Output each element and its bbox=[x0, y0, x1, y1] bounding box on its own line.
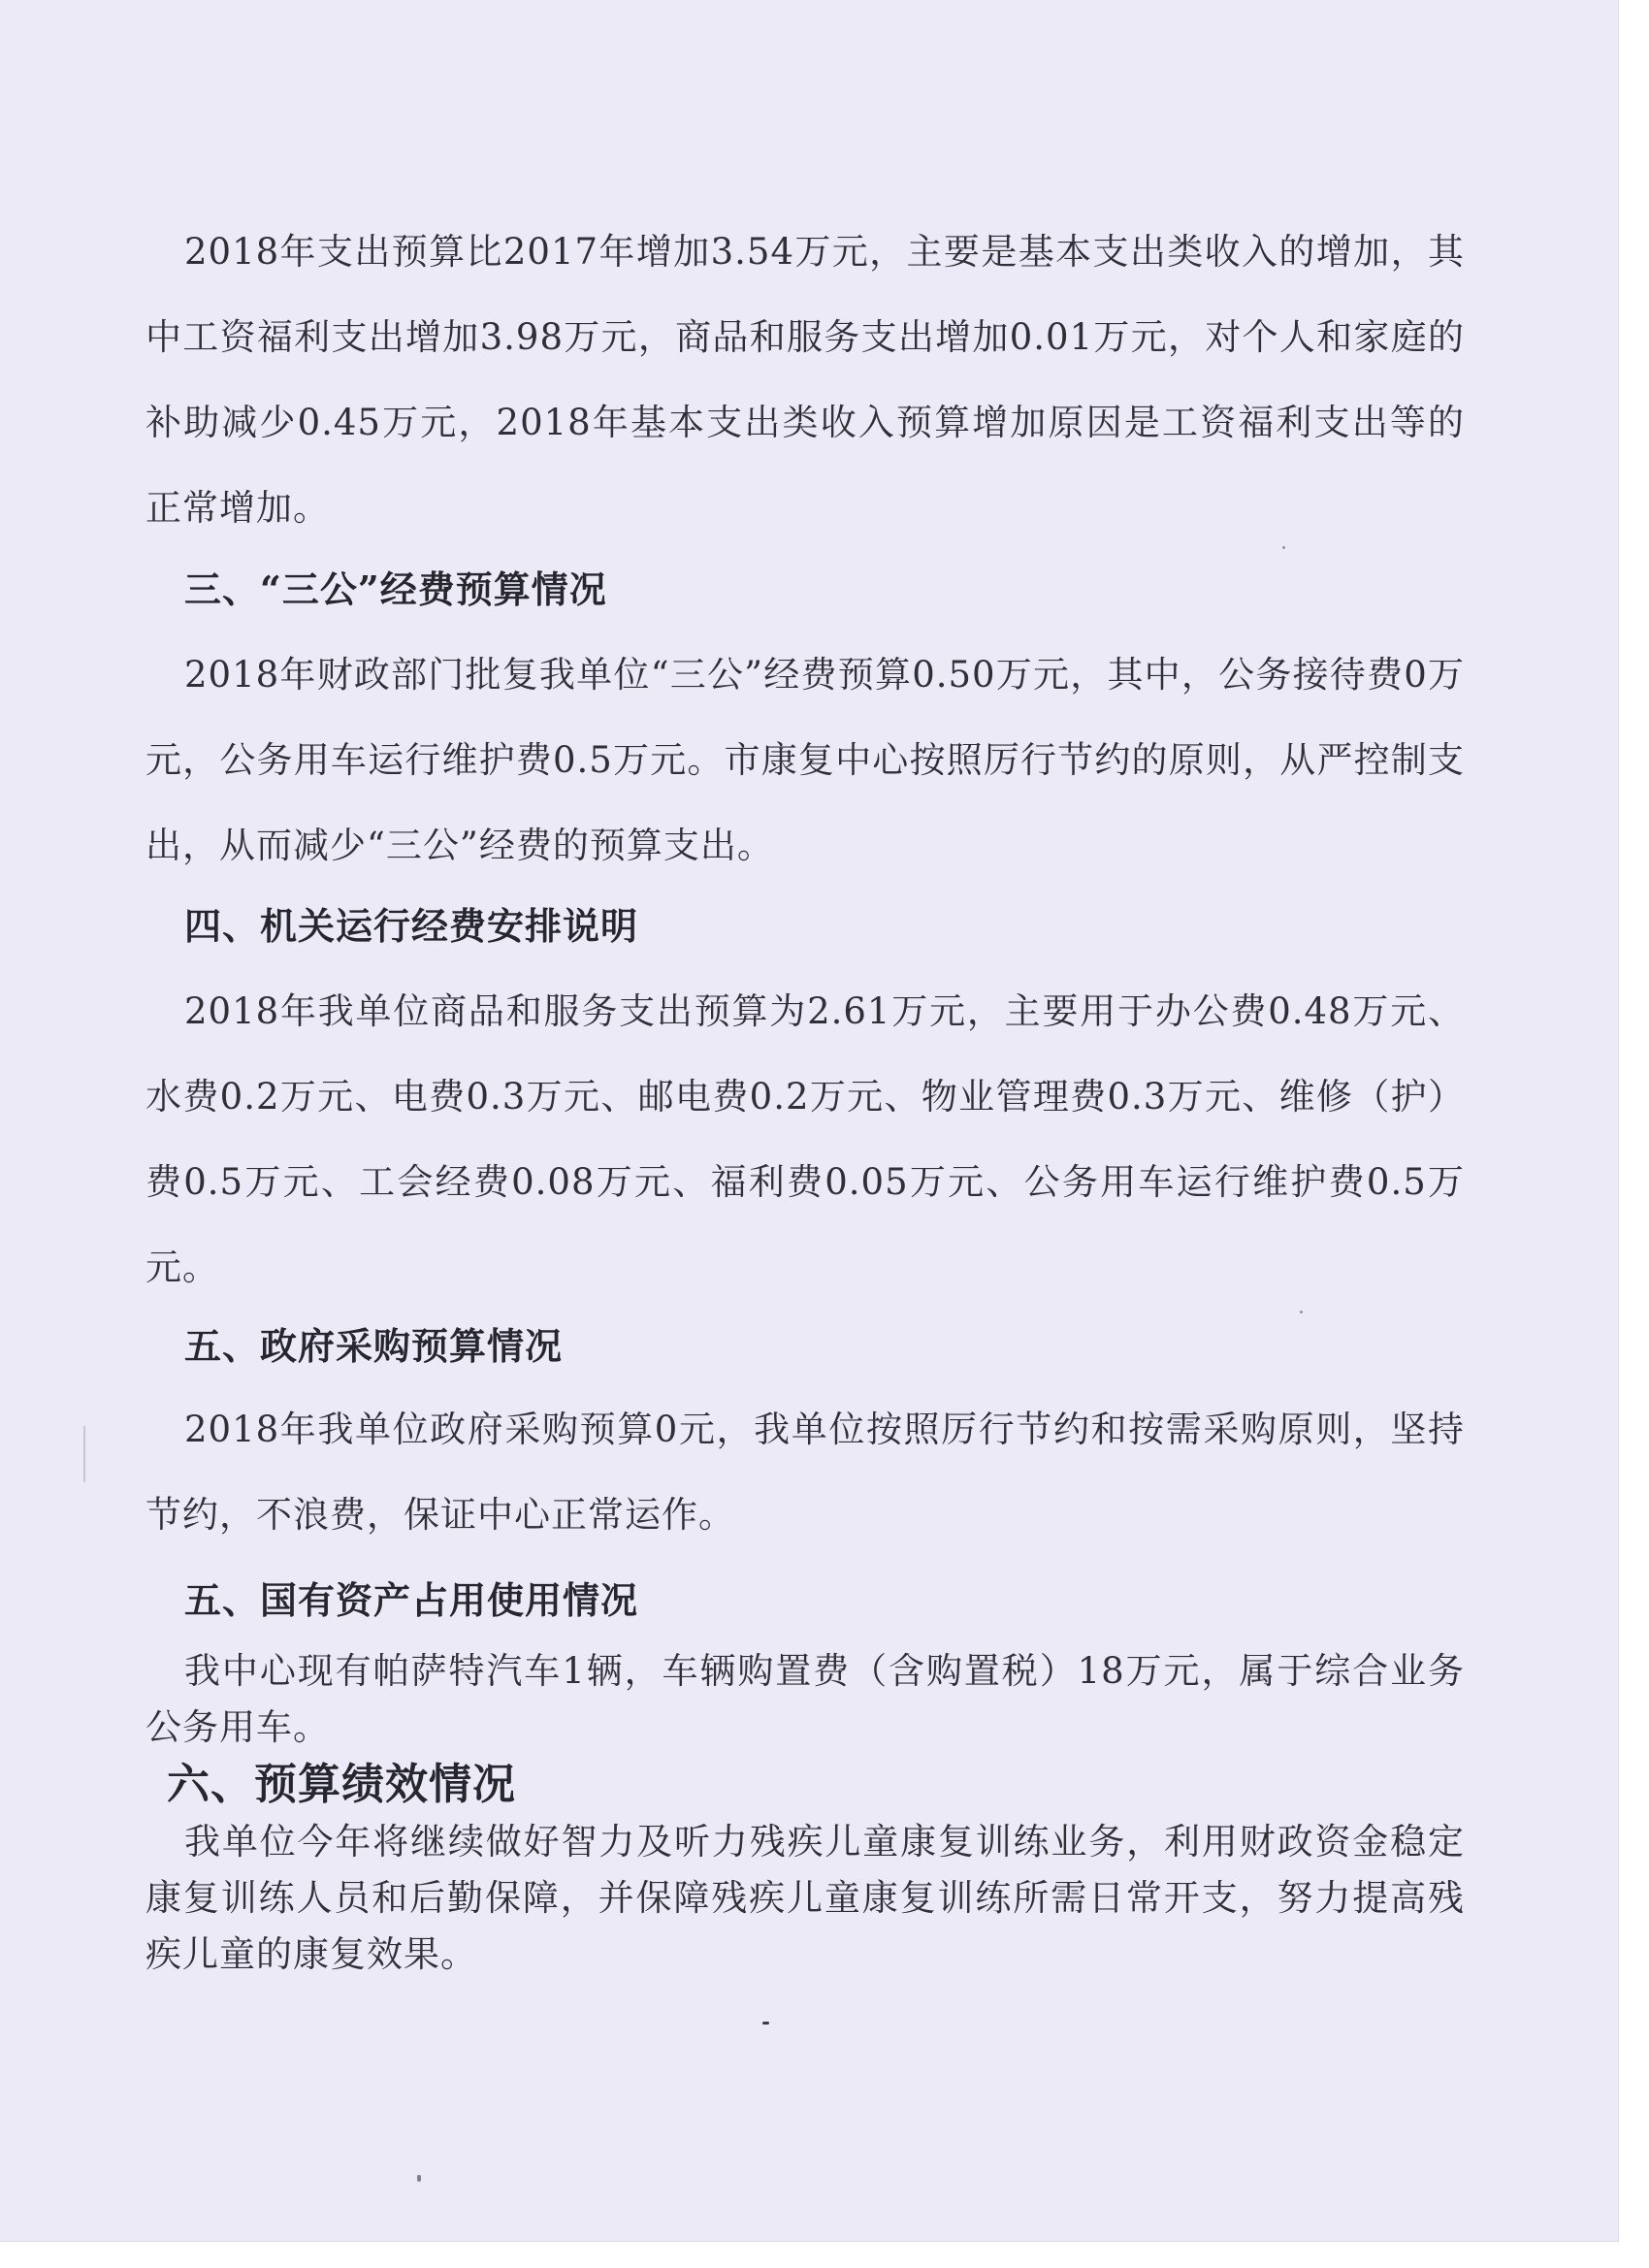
paragraph-expenditure-change: 2018年支出预算比2017年增加3.54万元，主要是基本支出类收入的增加，其中工资福利支出增加3.98万元，商品和服务支出增加0.01万元，对个人和家庭的补助减少0.45万元，2018年基本支出类收入预算增加原因是工资福利支出等的正常增加。 bbox=[146, 231, 1465, 529]
scan-speck bbox=[1300, 1311, 1303, 1313]
paragraph-three-public-budget: 2018年财政部门批复我单位“三公”经费预算0.50万元，其中，公务接待费0万元，公务用车运行维护费0.5万元。市康复中心按照厉行节约的原则，从严控制支出，从而减少“三公”经费的预算支出。 bbox=[146, 654, 1465, 866]
scan-speck bbox=[417, 2175, 421, 2182]
paragraph-state-assets: 我中心现有帕萨特汽车1辆，车辆购置费（含购置税）18万元，属于综合业务公务用车。 bbox=[146, 1650, 1465, 1748]
scan-speck bbox=[762, 2022, 769, 2025]
heading-budget-performance: 六、预算绩效情况 bbox=[167, 1760, 516, 1809]
scan-speck bbox=[1282, 546, 1285, 549]
heading-government-procurement: 五、政府采购预算情况 bbox=[184, 1324, 564, 1368]
paragraph-budget-performance: 我单位今年将继续做好智力及听力残疾儿童康复训练业务，利用财政资金稳定康复训练人员和后勤保障，并保障残疾儿童康复训练所需日常开支，努力提高残疾儿童的康复效果。 bbox=[146, 1821, 1465, 1975]
paragraph-operating-expenses: 2018年我单位商品和服务支出预算为2.61万元，主要用于办公费0.48万元、水费0.2万元、电费0.3万元、邮电费0.2万元、物业管理费0.3万元、维修（护）费0.5万元、工会经费0.08万元、福利费0.05万元、公务用车运行维护费0.5万元。 bbox=[146, 990, 1465, 1288]
heading-three-public-expenses: 三、“三公”经费预算情况 bbox=[184, 567, 607, 611]
heading-state-assets: 五、国有资产占用使用情况 bbox=[184, 1578, 639, 1622]
heading-agency-operating-expenses: 四、机关运行经费安排说明 bbox=[184, 904, 639, 948]
scan-margin-mark bbox=[83, 1426, 85, 1482]
paragraph-procurement-budget: 2018年我单位政府采购预算0元，我单位按照厉行节约和按需采购原则，坚持节约，不浪费，保证中心正常运作。 bbox=[146, 1409, 1465, 1536]
